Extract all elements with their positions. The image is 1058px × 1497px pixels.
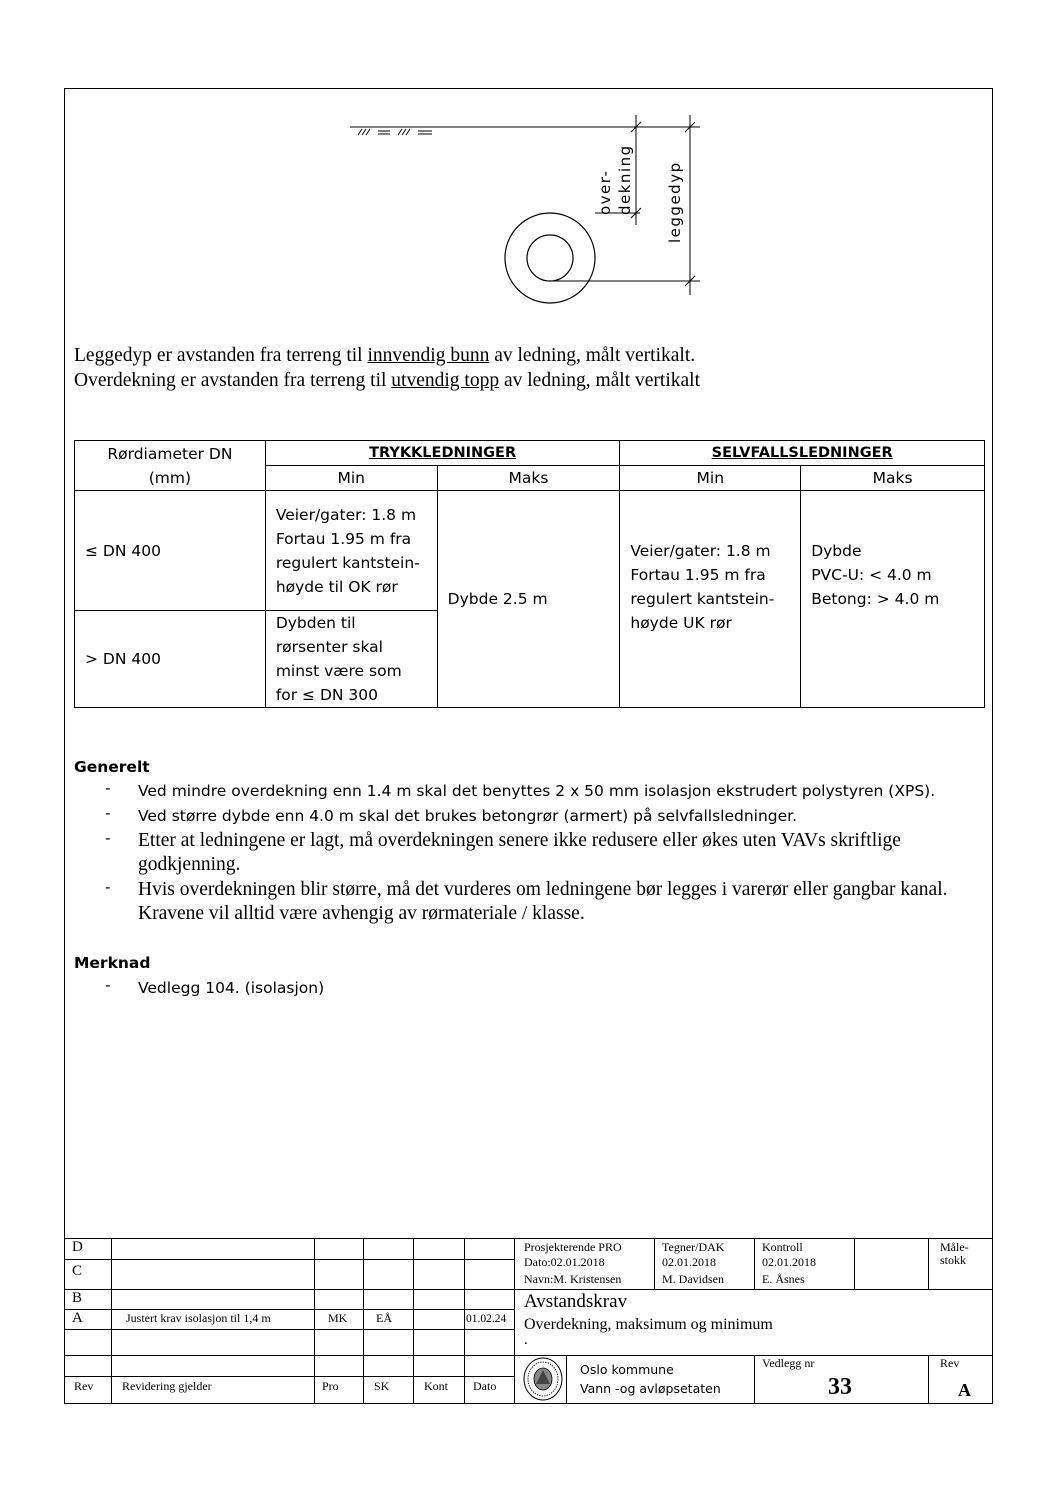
- terrain-hatch-symbol: [358, 129, 432, 135]
- intro-line-1: Leggedyp er avstanden fra terreng til innvendig bunn av ledning, målt vertikalt.: [74, 345, 696, 366]
- cell-trykk-maks: Dybde 2.5 m: [437, 491, 620, 708]
- header-diameter: Rørdiameter DN (mm): [75, 441, 266, 491]
- generelt-item-1: - Ved mindre overdekning enn 1.4 m skal det benyttes 2 x 50 mm isolasjon ekstrudert polystyren (XPS).: [105, 779, 936, 800]
- drawing-title: Avstandskrav: [524, 1291, 628, 1312]
- hdr-dato: Dato: [473, 1379, 497, 1393]
- tegner-line-2: 02.01.2018: [662, 1255, 716, 1269]
- rev-letter-b: B: [72, 1290, 83, 1306]
- org-name: Oslo kommune: [580, 1362, 674, 1377]
- rev-value: A: [958, 1380, 971, 1400]
- merknad-heading: Merknad: [74, 954, 151, 972]
- rev-letter-d: D: [72, 1239, 83, 1255]
- overdekning-label-2: dekning: [616, 144, 634, 215]
- vedlegg-label: Vedlegg nr: [762, 1356, 815, 1370]
- kontroll-line-1: Kontroll: [762, 1240, 803, 1254]
- depth-requirements-table: [74, 440, 985, 708]
- org-department: Vann -og avløpsetaten: [580, 1381, 721, 1396]
- oslo-kommune-seal-icon: [522, 1356, 564, 1402]
- proj-line-3: Navn:M. Kristensen: [524, 1272, 622, 1286]
- malestokk-label: Måle- stokk: [940, 1240, 969, 1267]
- vedlegg-number: 33: [828, 1374, 852, 1400]
- rev-a-description: Justert krav isolasjon til 1,4 m: [126, 1311, 271, 1325]
- header-selvfall-min: Min: [620, 466, 801, 491]
- merknad-item-1: - Vedlegg 104. (isolasjon): [105, 976, 325, 997]
- tegner-line-3: M. Davidsen: [662, 1272, 724, 1286]
- rev-letter-c: C: [72, 1263, 83, 1279]
- hdr-pro: Pro: [322, 1379, 339, 1393]
- rev-a-date: 01.02.24: [466, 1313, 507, 1325]
- hdr-kont: Kont: [424, 1379, 448, 1393]
- row-label-gt-dn400: > DN 400: [75, 611, 266, 708]
- row-label-le-dn400: ≤ DN 400: [75, 491, 266, 611]
- rev-a-pro: MK: [328, 1311, 348, 1325]
- leggedyp-label: leggedyp: [666, 161, 684, 243]
- cell-trykk-min-row2: Dybden til rørsenter skal minst være som for ≤ DN 300: [265, 611, 437, 708]
- rev-letter-a: A: [72, 1310, 83, 1326]
- pipe-inner: [527, 235, 573, 281]
- pipe-outer: [505, 213, 595, 303]
- proj-line-2: Dato:02.01.2018: [524, 1255, 605, 1269]
- cell-trykk-min-row1: Veier/gater: 1.8 m Fortau 1.95 m fra regulert kantstein-høyde til OK rør: [265, 491, 437, 611]
- generelt-item-2: - Ved større dybde enn 4.0 m skal det brukes betongrør (armert) på selvfallsledninger.: [105, 804, 798, 825]
- kontroll-line-2: 02.01.2018: [762, 1255, 816, 1269]
- kontroll-line-3: E. Åsnes: [762, 1272, 805, 1286]
- subtitle-dot: .: [524, 1332, 528, 1348]
- tegner-line-1: Tegner/DAK: [662, 1240, 725, 1254]
- intro-line-2: Overdekning er avstanden fra terreng til utvendig topp av ledning, målt vertikalt: [74, 370, 700, 391]
- drawing-subtitle: Overdekning, maksimum og minimum: [524, 1316, 773, 1333]
- generelt-item-3: - Etter at ledningene er lagt, må overdekningen senere ikke redusere eller økes uten VAVs skriftlige godkjenning.: [105, 829, 901, 875]
- cell-selvfall-min: Veier/gater: 1.8 m Fortau 1.95 m fra regulert kantstein-høyde UK rør: [620, 491, 801, 708]
- generelt-item-4: - Hvis overdekningen blir større, må det vurderes om ledningene bør legges i varerør eller gangbar kanal. Kravene vil alltid være avhengig av rørmateriale / klasse.: [105, 878, 948, 924]
- proj-line-1: Prosjekterende PRO: [524, 1240, 622, 1254]
- rev-a-sk: EÅ: [376, 1311, 392, 1325]
- hdr-desc: Revidering gjelder: [122, 1379, 212, 1393]
- rev-label: Rev: [940, 1356, 960, 1370]
- header-trykkledninger: TRYKKLEDNINGER: [265, 441, 620, 466]
- header-trykk-maks: Maks: [437, 466, 620, 491]
- header-selvfall-maks: Maks: [801, 466, 985, 491]
- overdekning-label-1: over-: [596, 169, 614, 215]
- header-selvfallsledninger: SELVFALLSLEDNINGER: [620, 441, 985, 466]
- header-trykk-min: Min: [265, 466, 437, 491]
- cell-selvfall-maks: Dybde PVC-U: < 4.0 m Betong: > 4.0 m: [801, 491, 985, 708]
- generelt-heading: Generelt: [74, 758, 150, 776]
- pipe-depth-diagram: [340, 105, 720, 305]
- hdr-rev: Rev: [74, 1379, 94, 1393]
- hdr-sk: SK: [374, 1379, 390, 1393]
